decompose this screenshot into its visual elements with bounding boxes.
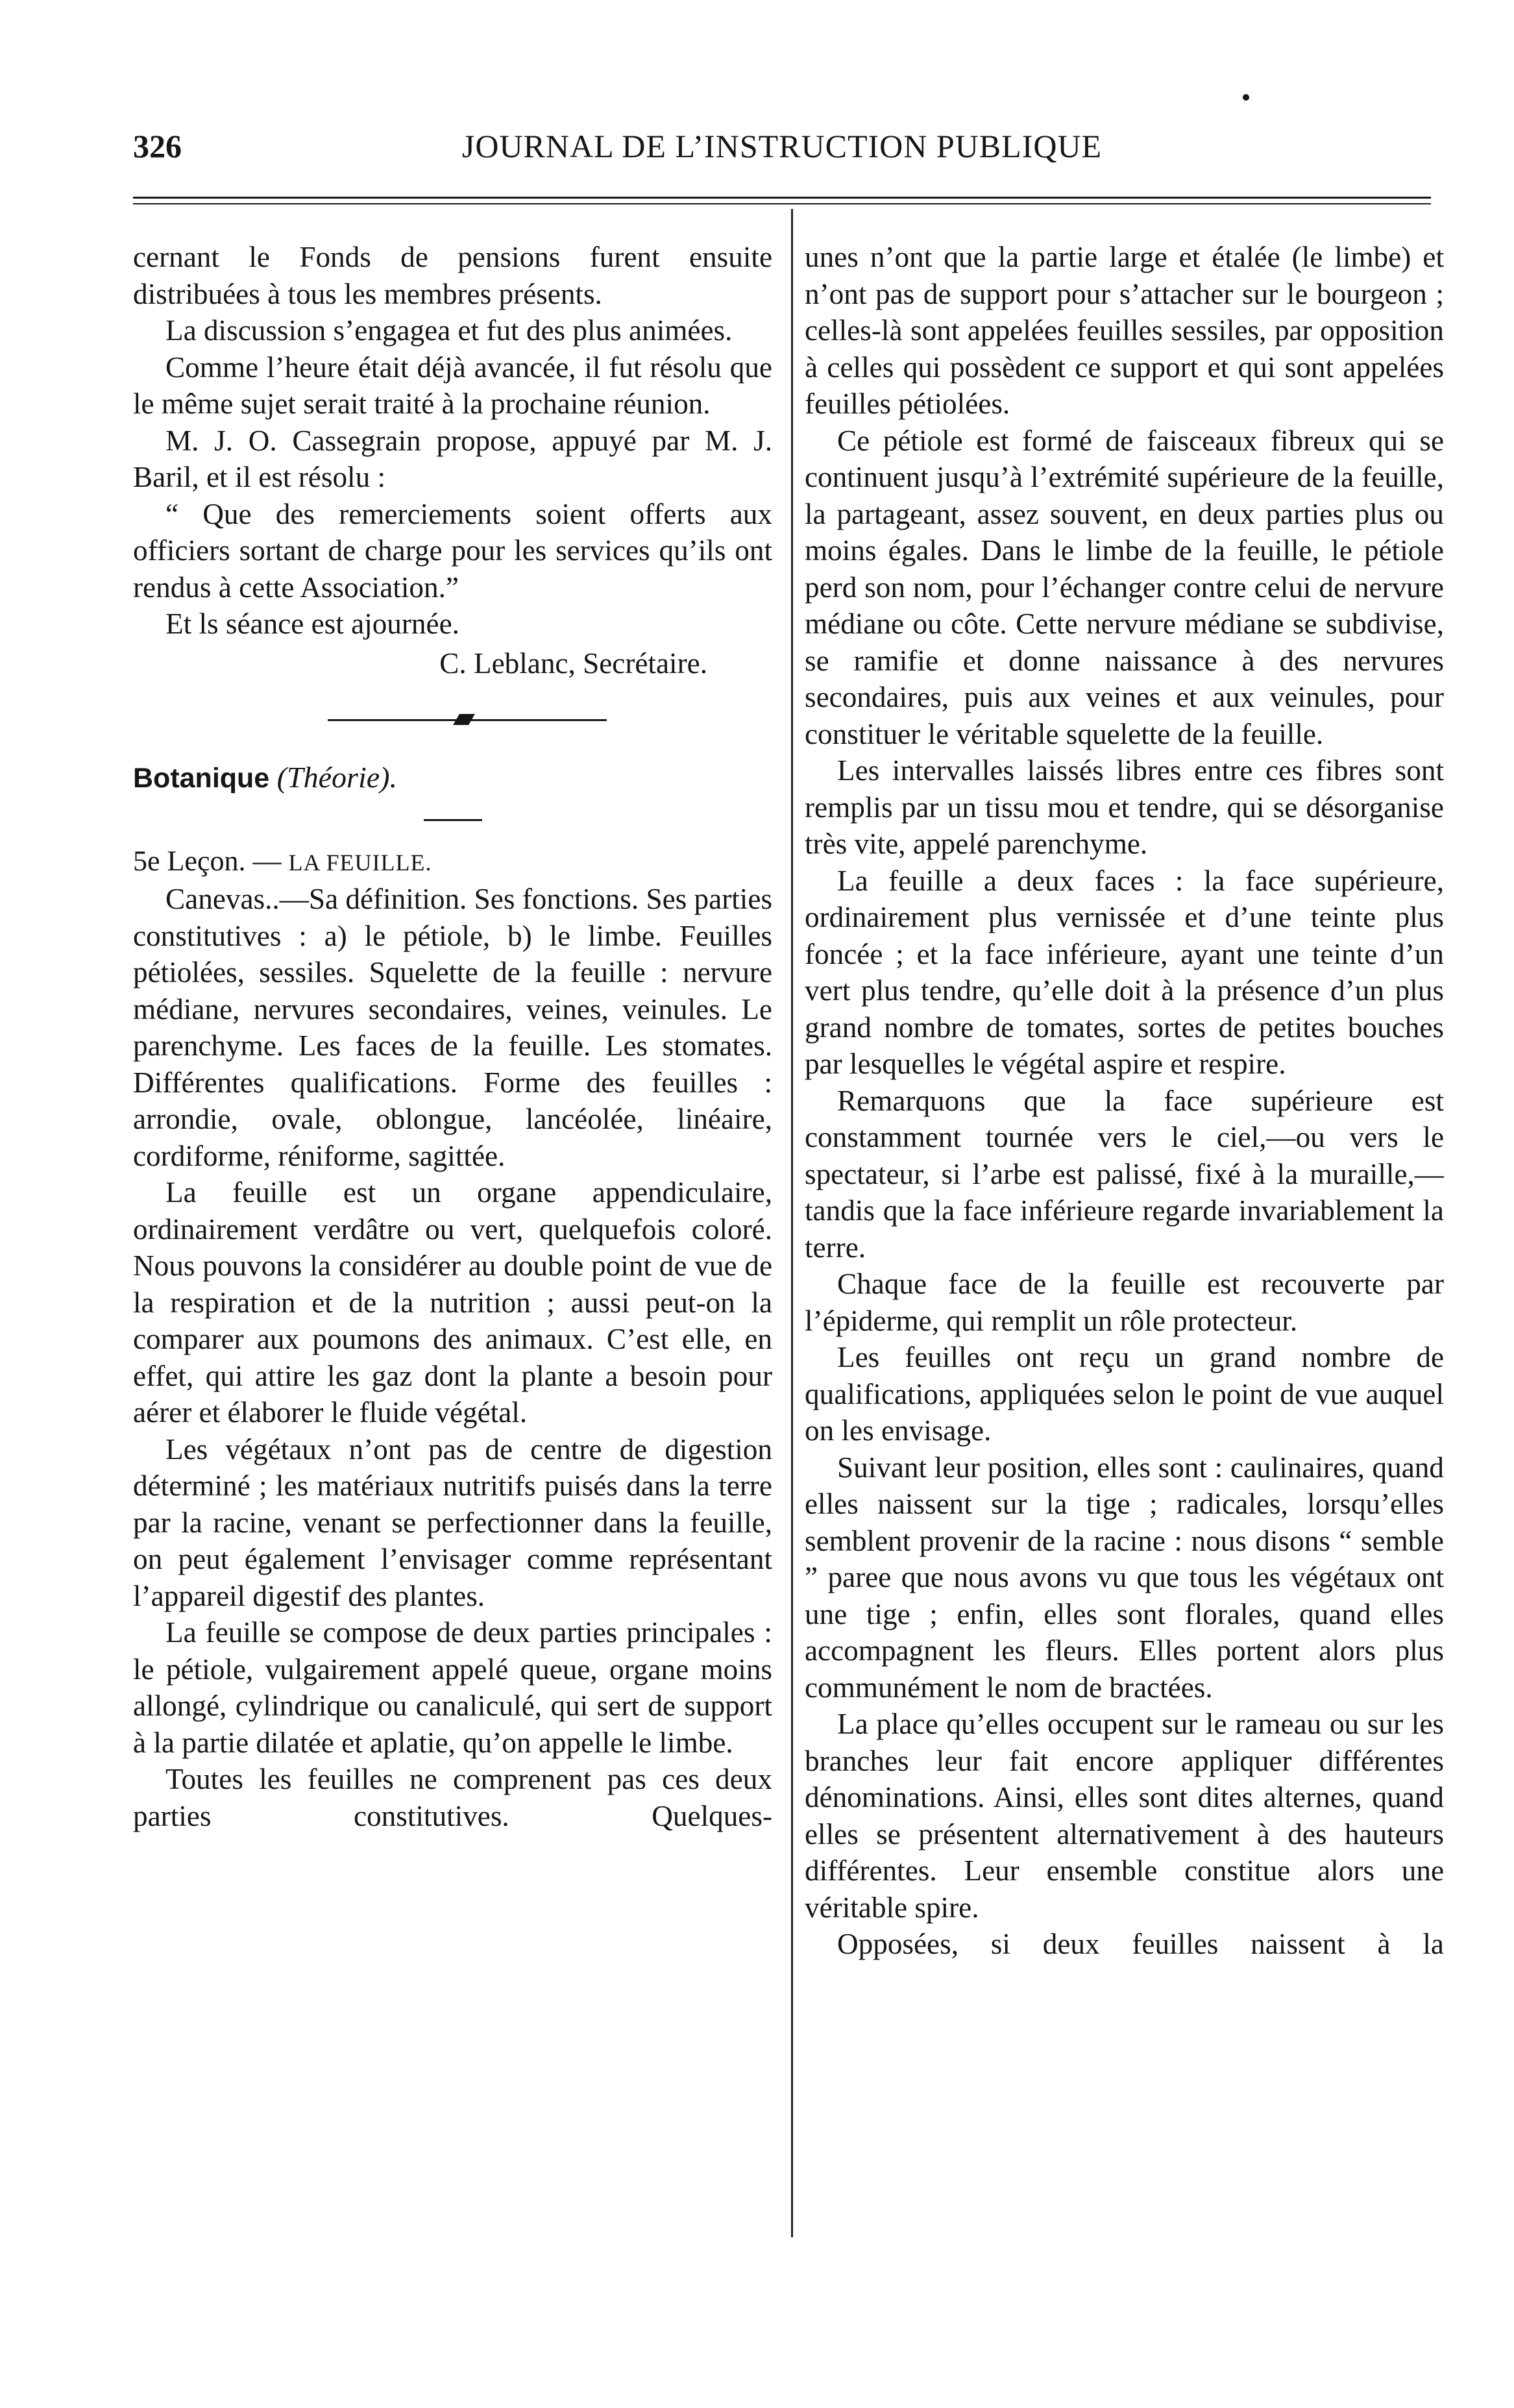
signature: C. Leblanc, Secrétaire. xyxy=(439,646,707,680)
section-title-bold: Botanique xyxy=(133,763,270,794)
paragraph: Et ls séance est ajournée. xyxy=(165,608,459,640)
paragraph: Les feuilles ont reçu un grand nombre de qualifications, appliquées selon le point de vue auquel on les envisage. xyxy=(805,1341,1444,1447)
paragraph: Chaque face de la feuille est recouverte par l’épiderme, qui remplit un rôle protecteur. xyxy=(805,1268,1444,1337)
paragraph: La discussion s’engagea et fut des plus animées. xyxy=(165,314,733,347)
paragraph: Les végétaux n’ont pas de centre de digestion déterminé ; les matériaux nutritifs puisés dans la terre par la racine, venant se perfectionner dans la feuille, on peut également l’envisager comme représentant l’appareil digestif des plantes. xyxy=(133,1432,772,1612)
header-dot xyxy=(1243,94,1249,101)
lesson-subject: LA FEUILLE. xyxy=(288,849,432,876)
lesson-title xyxy=(133,843,772,881)
paragraph: Ce pétiole est formé de faisceaux fibreux qui se continuent jusqu’à l’extrémité supérieure de la feuille, la partageant, assez souvent, en deux parties plus ou moins égales. Dans le limbe de la feuille, le pétiole perd son nom, pour l’échanger contre celui de nervure médiane ou côte. Cette nervure médiane se subdivise, se ramifie et donne naissance à des nervures secondaires, puis aux veines et aux veinules, pour constituer le véritable squelette de la feuille. xyxy=(805,424,1444,750)
ornamental-divider xyxy=(133,682,772,759)
journal-title: JOURNAL DE L’INSTRUCTION PUBLIQUE xyxy=(461,128,1103,164)
header-rule xyxy=(133,197,1431,199)
paragraph: La feuille a deux faces : la face supérieure, ordinairement plus vernissée et d’une teinte plus foncée ; et la face inférieure, ayant une teinte d’un vert plus tendre, qu’elle doit à la présence d’un plus grand nombre de tomates, sortes de petites bouches par lesquelles le végétal aspire et respire. xyxy=(805,864,1444,1080)
header-rule-thin xyxy=(133,203,1431,204)
paragraph: Remarquons que la face supérieure est constamment tournée vers le ciel,—ou vers le spectateur, si l’arbe est palissé, fixé à la muraille,—tandis que la face inférieure regarde invariablement la terre. xyxy=(805,1084,1444,1264)
left-column xyxy=(133,239,772,1834)
paragraph: M. J. O. Cassegrain propose, appuyé par M. J. Baril, et il est résolu : xyxy=(133,424,772,493)
paragraph: La place qu’elles occupent sur le rameau ou sur les branches leur fait encore appliquer différentes dénominations. Ainsi, elles sont dites alternes, quand elles se présentent alternativement à des hauteurs différentes. Leur ensemble constitue alors une véritable spire. xyxy=(805,1708,1444,1924)
ornament-diamond xyxy=(453,714,475,725)
running-head xyxy=(133,127,1431,173)
page-number: 326 xyxy=(133,128,182,164)
paragraph: cernant le Fonds de pensions furent ensuite distribuées à tous les membres présents. xyxy=(133,241,772,310)
paragraph: Opposées, si deux feuilles naissent à la xyxy=(837,1928,1444,1960)
paragraph: “ Que des remerciements soient offerts aux officiers sortant de charge pour les services qu’ils ont rendus à cette Association.” xyxy=(133,497,772,604)
paragraph: unes n’ont que la partie large et étalée (le limbe) et n’ont pas de support pour s’attacher sur le bourgeon ; celles-là sont appelées feuilles sessiles, par opposition à celles qui possèdent ce support et qui sont appelées feuilles pétiolées. xyxy=(805,241,1444,420)
short-rule xyxy=(424,819,482,821)
paragraph: Suivant leur position, elles sont : caulinaires, quand elles naissent sur la tige ; radicales, lorsqu’elles semblent provenir de la racine : nous disons “ semble ” paree que nous avons vu que tous les végétaux ont une tige ; enfin, elles sont florales, quand elles accompagnent les fleurs. Elles portent alors plus communément le nom de bractées. xyxy=(805,1451,1444,1704)
right-column xyxy=(805,239,1444,1963)
paragraph: La feuille est un organe appendiculaire, ordinairement verdâtre ou vert, quelquefois coloré. Nous pouvons la considérer au double point de vue de la respiration et de la nutrition ; aussi peut-on la comparer aux poumons des animaux. C’est elle, en effet, qui attire les gaz dont la plante a besoin pour aérer et élaborer le fluide végétal. xyxy=(133,1176,772,1429)
paragraph: Canevas..—Sa définition. Ses fonctions. Ses parties constitutives : a) le pétiole, b) le limbe. Feuilles pétiolées, sessiles. Squelette de la feuille : nervure médiane, nervures secondaires, veines, veinules. Le parenchyme. Les faces de la feuille. Les stomates. Différentes qualifications. Forme des feuilles : arrondie, ovale, oblongue, lancéolée, linéaire, cordiforme, réniforme, sagittée. xyxy=(133,883,772,1172)
paragraph: Les intervalles laissés libres entre ces fibres sont remplis par un tissu mou et tendre, qui se désorganise très vite, appelé parenchyme. xyxy=(805,754,1444,860)
paragraph: Toutes les feuilles ne comprenent pas ces deux parties constitutives. Quelques- xyxy=(133,1763,772,1832)
column-divider xyxy=(791,209,793,2237)
paragraph: La feuille se compose de deux parties principales : le pétiole, vulgairement appelé queue, organe moins allongé, cylindrique ou canaliculé, qui sert de support à la partie dilatée et aplatie, qu’on appelle le limbe. xyxy=(133,1616,772,1759)
lesson-number: 5e Leçon. — xyxy=(133,844,282,877)
section-title-italic: (Théorie). xyxy=(276,761,397,794)
section-title xyxy=(133,759,772,797)
paragraph: Comme l’heure était déjà avancée, il fut résolu que le même sujet serait traité à la prochaine réunion. xyxy=(133,350,772,420)
